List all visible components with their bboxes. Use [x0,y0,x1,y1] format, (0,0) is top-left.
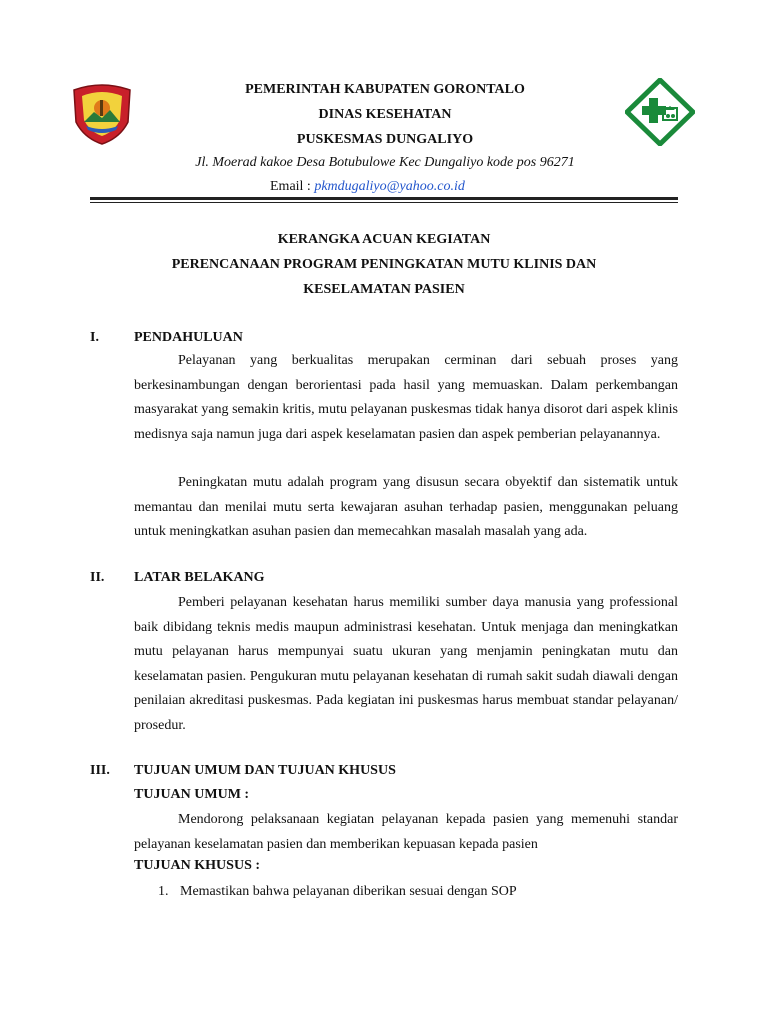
section-1-paragraph-1: Pelayanan yang berkualitas merupakan cerminan dari sebuah proses yang berkesinambungan dengan berorientasi pada hasil yang memuaskan. Dalam perkembangan masyarakat yang semakin kritis, mutu pelayanan puskesmas tidak hanya disorot dari aspek klinis medisnya saja namun juga dari aspek keselamatan pasien dan aspek pemberian pelayanannya. [134,353,678,442]
doc-title-line1: KERANGKA ACUAN KEGIATAN [277,232,491,247]
puskesmas-logo [625,78,695,146]
header-department: DINAS KESEHATAN [318,107,452,122]
section-2-number: II. [90,570,105,585]
section-1-paragraph-2: Peningkatan mutu adalah program yang disusun secara obyektif dan sistematik untuk memantau dan menilai mutu serta kewajaran asuhan terhadap pasien, menggunakan peluang untuk meningkatkan asuhan pasien dan memecahkan masalah masalah yang ada. [134,475,678,539]
section-3-number: III. [90,763,110,778]
tujuan-umum-paragraph: Mendorong pelaksanaan kegiatan pelayanan kepada pasien yang memenuhi standar pelayanan keselamatan pasien dan memberikan kepuasan kepada pasien [134,812,678,852]
doc-title-line2: PERENCANAAN PROGRAM PENINGKATAN MUTU KLINIS DAN [171,257,597,272]
tujuan-umum-heading: TUJUAN UMUM : [134,787,250,802]
doc-title-line3: KESELAMATAN PASIEN [303,282,465,297]
header-puskesmas: PUSKESMAS DUNGALIYO [296,132,474,147]
header-government: PEMERINTAH KABUPATEN GORONTALO [245,82,525,97]
section-1-number: I. [90,330,99,345]
section-3-heading: TUJUAN UMUM DAN TUJUAN KHUSUS [134,763,396,778]
header-address: Jl. Moerad kakoe Desa Botubulowe Kec Dungaliyo kode pos 96271 [195,155,575,170]
email-link[interactable]: pkmdugaliyo@yahoo.co.id [314,179,465,194]
list-item-1-text: Memastikan bahwa pelayanan diberikan sesuai dengan SOP [180,884,517,899]
header-email-line [270,179,465,195]
section-1-heading: PENDAHULUAN [134,330,243,345]
header-divider-thick [90,197,678,200]
list-item-1-number: 1. [158,884,169,899]
tujuan-khusus-heading: TUJUAN KHUSUS : [134,858,261,873]
section-2-paragraph: Pemberi pelayanan kesehatan harus memiliki sumber daya manusia yang professional baik dibidang teknis medis maupun administrasi kesehatan. Untuk menjaga dan meningkatkan mutu pelayanan harus mempunyai suatu ukuran yang menjamin peningkatan mutu dan keselamatan pasien. Pengukuran mutu pelayanan kesehatan di rumah sakit sudah diawali dengan penilaian akreditasi puskesmas. Pada kegiatan ini puskesmas harus membuat standar pelayanan/ prosedur. [134,595,678,733]
header-divider-thin [90,202,678,203]
email-label: Email : [270,179,311,194]
regency-emblem-logo [70,82,134,146]
section-2-heading: LATAR BELAKANG [134,570,265,585]
